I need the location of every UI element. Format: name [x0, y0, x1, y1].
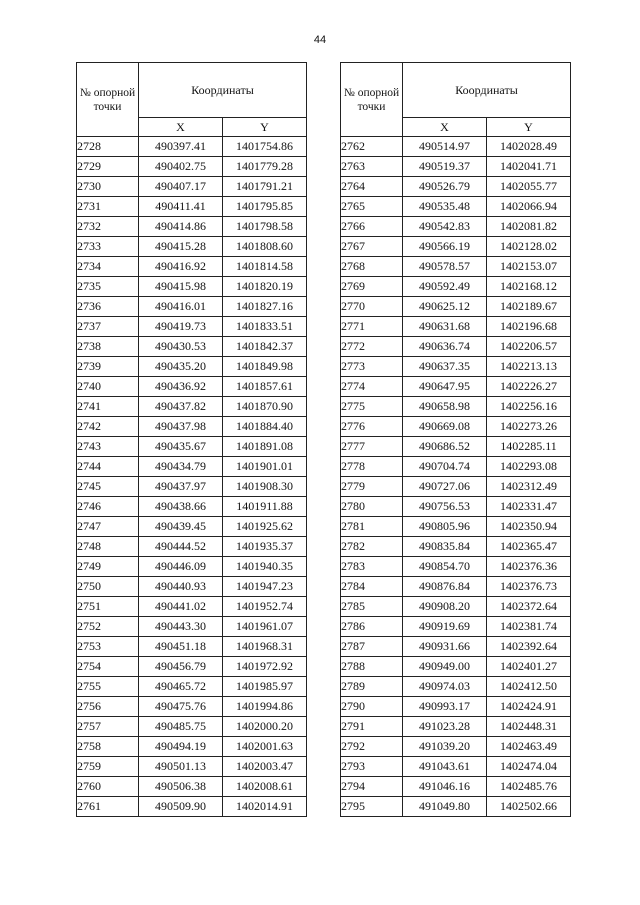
x-coordinate-cell: 490949.00 [403, 657, 487, 677]
table-row [341, 157, 571, 177]
coordinates-table-right [340, 62, 571, 817]
y-coordinate-cell: 1402041.71 [487, 157, 571, 177]
point-number-cell: 2740 [77, 377, 139, 397]
table-row [341, 237, 571, 257]
y-coordinate-cell: 1402189.67 [487, 297, 571, 317]
y-coordinate-cell: 1402463.49 [487, 737, 571, 757]
y-coordinate-cell: 1402372.64 [487, 597, 571, 617]
point-number-cell: 2749 [77, 557, 139, 577]
y-coordinate-cell: 1402001.63 [223, 737, 307, 757]
x-coordinate-cell: 490465.72 [139, 677, 223, 697]
y-coordinate-cell: 1401891.08 [223, 437, 307, 457]
table-row [77, 137, 307, 157]
table-row [77, 457, 307, 477]
table-row [341, 617, 571, 637]
x-coordinate-cell: 490566.19 [403, 237, 487, 257]
x-coordinate-cell: 490436.92 [139, 377, 223, 397]
x-coordinate-cell: 490727.06 [403, 477, 487, 497]
point-number-cell: 2738 [77, 337, 139, 357]
table-row [77, 597, 307, 617]
point-number-cell: 2789 [341, 677, 403, 697]
point-number-cell: 2778 [341, 457, 403, 477]
table-row [77, 217, 307, 237]
point-number-cell: 2786 [341, 617, 403, 637]
y-coordinate-cell: 1401798.58 [223, 217, 307, 237]
x-coordinate-cell: 490506.38 [139, 777, 223, 797]
point-number-cell: 2768 [341, 257, 403, 277]
x-coordinate-cell: 490440.93 [139, 577, 223, 597]
y-coordinate-cell: 1401940.35 [223, 557, 307, 577]
point-number-cell: 2754 [77, 657, 139, 677]
x-coordinate-cell: 490592.49 [403, 277, 487, 297]
page-number: 44 [313, 34, 327, 46]
point-number-header: № опорной точки [77, 63, 139, 137]
table-row [77, 157, 307, 177]
point-number-cell: 2792 [341, 737, 403, 757]
y-coordinate-cell: 1401820.19 [223, 277, 307, 297]
table-row [341, 337, 571, 357]
table-row [341, 377, 571, 397]
point-number-cell: 2766 [341, 217, 403, 237]
x-coordinate-cell: 490430.53 [139, 337, 223, 357]
point-number-cell: 2748 [77, 537, 139, 557]
x-coordinate-cell: 490578.57 [403, 257, 487, 277]
y-coordinate-cell: 1401814.58 [223, 257, 307, 277]
coordinates-table-left [76, 62, 307, 817]
table-row [341, 577, 571, 597]
table-row [77, 277, 307, 297]
x-coordinate-cell: 490501.13 [139, 757, 223, 777]
coordinates-header: Координаты [139, 63, 307, 118]
x-coordinate-cell: 490485.75 [139, 717, 223, 737]
x-coordinate-cell: 490686.52 [403, 437, 487, 457]
point-number-cell: 2782 [341, 537, 403, 557]
table-row [77, 557, 307, 577]
table-row [341, 477, 571, 497]
point-number-cell: 2795 [341, 797, 403, 817]
table-row [77, 477, 307, 497]
y-coordinate-cell: 1402285.11 [487, 437, 571, 457]
table-row [341, 597, 571, 617]
point-number-cell: 2758 [77, 737, 139, 757]
point-number-cell: 2757 [77, 717, 139, 737]
table-row [77, 437, 307, 457]
point-number-cell: 2788 [341, 657, 403, 677]
x-coordinate-cell: 490835.84 [403, 537, 487, 557]
point-number-cell: 2756 [77, 697, 139, 717]
table-row [341, 437, 571, 457]
x-coordinate-cell: 490636.74 [403, 337, 487, 357]
x-coordinate-cell: 490908.20 [403, 597, 487, 617]
y-coordinate-cell: 1401795.85 [223, 197, 307, 217]
x-coordinate-cell: 490535.48 [403, 197, 487, 217]
y-coordinate-cell: 1402350.94 [487, 517, 571, 537]
table-row [77, 397, 307, 417]
x-coordinate-cell: 490756.53 [403, 497, 487, 517]
y-coordinate-cell: 1402014.91 [223, 797, 307, 817]
point-number-cell: 2774 [341, 377, 403, 397]
y-coordinate-cell: 1401842.37 [223, 337, 307, 357]
table-row [341, 257, 571, 277]
point-number-cell: 2741 [77, 397, 139, 417]
table-row [77, 517, 307, 537]
x-coordinate-cell: 490435.67 [139, 437, 223, 457]
table-row [341, 637, 571, 657]
x-coordinate-cell: 490805.96 [403, 517, 487, 537]
x-coordinate-cell: 490443.30 [139, 617, 223, 637]
x-coordinate-cell: 490437.82 [139, 397, 223, 417]
x-coordinate-cell: 491039.20 [403, 737, 487, 757]
table-row [341, 197, 571, 217]
point-number-cell: 2783 [341, 557, 403, 577]
y-coordinate-cell: 1402003.47 [223, 757, 307, 777]
table-row [77, 337, 307, 357]
y-coordinate-cell: 1402392.64 [487, 637, 571, 657]
point-number-cell: 2777 [341, 437, 403, 457]
table-row [77, 257, 307, 277]
point-number-cell: 2794 [341, 777, 403, 797]
x-coordinate-cell: 490919.69 [403, 617, 487, 637]
table-body [77, 137, 307, 817]
point-number-cell: 2745 [77, 477, 139, 497]
y-coordinate-cell: 1402365.47 [487, 537, 571, 557]
point-number-cell: 2752 [77, 617, 139, 637]
table-row [77, 637, 307, 657]
y-coordinate-cell: 1402381.74 [487, 617, 571, 637]
y-coordinate-cell: 1401968.31 [223, 637, 307, 657]
y-coordinate-cell: 1402293.08 [487, 457, 571, 477]
point-number-cell: 2765 [341, 197, 403, 217]
y-coordinate-cell: 1402196.68 [487, 317, 571, 337]
table-row [341, 137, 571, 157]
y-coordinate-cell: 1402055.77 [487, 177, 571, 197]
x-coordinate-cell: 490415.28 [139, 237, 223, 257]
point-number-cell: 2739 [77, 357, 139, 377]
x-coordinate-cell: 490444.52 [139, 537, 223, 557]
table-row [341, 217, 571, 237]
x-coordinate-cell: 491043.61 [403, 757, 487, 777]
point-number-cell: 2746 [77, 497, 139, 517]
table-body [341, 137, 571, 817]
y-coordinate-cell: 1402312.49 [487, 477, 571, 497]
point-number-cell: 2769 [341, 277, 403, 297]
x-coordinate-cell: 490456.79 [139, 657, 223, 677]
table-row [341, 697, 571, 717]
table-row [77, 497, 307, 517]
y-coordinate-cell: 1402273.26 [487, 417, 571, 437]
table-row [77, 177, 307, 197]
point-number-cell: 2735 [77, 277, 139, 297]
point-number-cell: 2731 [77, 197, 139, 217]
x-coordinate-cell: 491023.28 [403, 717, 487, 737]
x-coordinate-cell: 490437.98 [139, 417, 223, 437]
point-number-cell: 2734 [77, 257, 139, 277]
point-number-cell: 2732 [77, 217, 139, 237]
table-row [341, 497, 571, 517]
table-row [77, 377, 307, 397]
table-row [341, 277, 571, 297]
point-number-cell: 2781 [341, 517, 403, 537]
x-coordinate-cell: 490414.86 [139, 217, 223, 237]
x-coordinate-cell: 490451.18 [139, 637, 223, 657]
point-number-cell: 2730 [77, 177, 139, 197]
point-number-cell: 2775 [341, 397, 403, 417]
x-coordinate-cell: 490415.98 [139, 277, 223, 297]
y-coordinate-cell: 1401808.60 [223, 237, 307, 257]
point-number-cell: 2751 [77, 597, 139, 617]
y-coordinate-cell: 1401925.62 [223, 517, 307, 537]
y-coordinate-cell: 1402081.82 [487, 217, 571, 237]
y-coordinate-cell: 1402226.27 [487, 377, 571, 397]
y-coordinate-cell: 1402000.20 [223, 717, 307, 737]
table-row [341, 177, 571, 197]
point-number-cell: 2776 [341, 417, 403, 437]
x-coordinate-cell: 491049.80 [403, 797, 487, 817]
table-row [77, 577, 307, 597]
table-row [341, 717, 571, 737]
point-number-cell: 2747 [77, 517, 139, 537]
x-coordinate-cell: 490475.76 [139, 697, 223, 717]
y-coordinate-cell: 1401901.01 [223, 457, 307, 477]
point-number-cell: 2773 [341, 357, 403, 377]
point-number-cell: 2743 [77, 437, 139, 457]
point-number-cell: 2744 [77, 457, 139, 477]
table-row [341, 677, 571, 697]
x-coordinate-cell: 490402.75 [139, 157, 223, 177]
y-coordinate-cell: 1402168.12 [487, 277, 571, 297]
x-coordinate-cell: 490446.09 [139, 557, 223, 577]
point-number-cell: 2793 [341, 757, 403, 777]
point-number-cell: 2771 [341, 317, 403, 337]
x-coordinate-cell: 490637.35 [403, 357, 487, 377]
y-coordinate-cell: 1401754.86 [223, 137, 307, 157]
y-coordinate-cell: 1401833.51 [223, 317, 307, 337]
x-coordinate-cell: 490437.97 [139, 477, 223, 497]
x-coordinate-cell: 490876.84 [403, 577, 487, 597]
y-coordinate-cell: 1401791.21 [223, 177, 307, 197]
y-coordinate-cell: 1402412.50 [487, 677, 571, 697]
point-number-cell: 2763 [341, 157, 403, 177]
y-coordinate-cell: 1402213.13 [487, 357, 571, 377]
table-row [77, 297, 307, 317]
y-coordinate-cell: 1402206.57 [487, 337, 571, 357]
x-coordinate-cell: 490509.90 [139, 797, 223, 817]
point-number-cell: 2753 [77, 637, 139, 657]
table-row [77, 617, 307, 637]
point-number-cell: 2762 [341, 137, 403, 157]
x-coordinate-cell: 490439.45 [139, 517, 223, 537]
x-coordinate-cell: 490647.95 [403, 377, 487, 397]
point-number-cell: 2780 [341, 497, 403, 517]
y-coordinate-cell: 1402448.31 [487, 717, 571, 737]
x-coordinate-cell: 490625.12 [403, 297, 487, 317]
y-coordinate-cell: 1402256.16 [487, 397, 571, 417]
y-coordinate-cell: 1401961.07 [223, 617, 307, 637]
point-number-cell: 2755 [77, 677, 139, 697]
point-number-cell: 2790 [341, 697, 403, 717]
x-coordinate-cell: 491046.16 [403, 777, 487, 797]
x-coordinate-cell: 490441.02 [139, 597, 223, 617]
table-row [341, 517, 571, 537]
table-row [341, 417, 571, 437]
y-coordinate-cell: 1401935.37 [223, 537, 307, 557]
point-number-cell: 2784 [341, 577, 403, 597]
table-row [77, 737, 307, 757]
y-coordinate-cell: 1401952.74 [223, 597, 307, 617]
table-row [341, 357, 571, 377]
table-row [77, 797, 307, 817]
x-coordinate-cell: 490526.79 [403, 177, 487, 197]
x-header: X [139, 118, 223, 137]
point-number-header: № опорной точки [341, 63, 403, 137]
point-number-cell: 2767 [341, 237, 403, 257]
x-coordinate-cell: 490419.73 [139, 317, 223, 337]
point-number-cell: 2728 [77, 137, 139, 157]
table-row [341, 557, 571, 577]
point-number-cell: 2733 [77, 237, 139, 257]
x-coordinate-cell: 490397.41 [139, 137, 223, 157]
x-coordinate-cell: 490658.98 [403, 397, 487, 417]
table-row [341, 317, 571, 337]
point-number-cell: 2787 [341, 637, 403, 657]
table-row [341, 537, 571, 557]
table-row [77, 717, 307, 737]
point-number-cell: 2736 [77, 297, 139, 317]
x-coordinate-cell: 490407.17 [139, 177, 223, 197]
y-coordinate-cell: 1401849.98 [223, 357, 307, 377]
y-coordinate-cell: 1402128.02 [487, 237, 571, 257]
table-row [341, 737, 571, 757]
x-coordinate-cell: 490438.66 [139, 497, 223, 517]
table-row [341, 757, 571, 777]
y-header: Y [223, 118, 307, 137]
x-coordinate-cell: 490931.66 [403, 637, 487, 657]
x-coordinate-cell: 490514.97 [403, 137, 487, 157]
point-number-cell: 2785 [341, 597, 403, 617]
y-header: Y [487, 118, 571, 137]
table-row [77, 197, 307, 217]
table-row [341, 657, 571, 677]
table-row [77, 677, 307, 697]
y-coordinate-cell: 1402153.07 [487, 257, 571, 277]
table-row [341, 457, 571, 477]
point-number-cell: 2764 [341, 177, 403, 197]
point-number-cell: 2759 [77, 757, 139, 777]
x-coordinate-cell: 490494.19 [139, 737, 223, 757]
point-number-cell: 2770 [341, 297, 403, 317]
y-coordinate-cell: 1402424.91 [487, 697, 571, 717]
table-row [77, 777, 307, 797]
coordinates-header: Координаты [403, 63, 571, 118]
y-coordinate-cell: 1402485.76 [487, 777, 571, 797]
table-row [77, 357, 307, 377]
y-coordinate-cell: 1402028.49 [487, 137, 571, 157]
y-coordinate-cell: 1401870.90 [223, 397, 307, 417]
y-coordinate-cell: 1401908.30 [223, 477, 307, 497]
x-coordinate-cell: 490416.92 [139, 257, 223, 277]
y-coordinate-cell: 1402331.47 [487, 497, 571, 517]
point-number-cell: 2772 [341, 337, 403, 357]
point-number-cell: 2791 [341, 717, 403, 737]
table-row [77, 317, 307, 337]
x-coordinate-cell: 490993.17 [403, 697, 487, 717]
y-coordinate-cell: 1402376.36 [487, 557, 571, 577]
y-coordinate-cell: 1401994.86 [223, 697, 307, 717]
table-row [77, 237, 307, 257]
table-row [77, 657, 307, 677]
table-row [77, 417, 307, 437]
table-row [341, 777, 571, 797]
x-coordinate-cell: 490416.01 [139, 297, 223, 317]
y-coordinate-cell: 1402401.27 [487, 657, 571, 677]
x-coordinate-cell: 490411.41 [139, 197, 223, 217]
y-coordinate-cell: 1401779.28 [223, 157, 307, 177]
table-row [341, 797, 571, 817]
point-number-cell: 2760 [77, 777, 139, 797]
x-coordinate-cell: 490631.68 [403, 317, 487, 337]
x-coordinate-cell: 490434.79 [139, 457, 223, 477]
point-number-cell: 2779 [341, 477, 403, 497]
x-coordinate-cell: 490519.37 [403, 157, 487, 177]
x-coordinate-cell: 490435.20 [139, 357, 223, 377]
point-number-cell: 2761 [77, 797, 139, 817]
x-coordinate-cell: 490669.08 [403, 417, 487, 437]
table-row [77, 757, 307, 777]
x-coordinate-cell: 490704.74 [403, 457, 487, 477]
table-row [77, 697, 307, 717]
point-number-cell: 2742 [77, 417, 139, 437]
table-row [341, 397, 571, 417]
y-coordinate-cell: 1401911.88 [223, 497, 307, 517]
x-coordinate-cell: 490854.70 [403, 557, 487, 577]
y-coordinate-cell: 1402008.61 [223, 777, 307, 797]
point-number-cell: 2737 [77, 317, 139, 337]
point-number-cell: 2729 [77, 157, 139, 177]
y-coordinate-cell: 1401972.92 [223, 657, 307, 677]
x-header: X [403, 118, 487, 137]
y-coordinate-cell: 1402376.73 [487, 577, 571, 597]
y-coordinate-cell: 1401857.61 [223, 377, 307, 397]
y-coordinate-cell: 1402474.04 [487, 757, 571, 777]
y-coordinate-cell: 1402066.94 [487, 197, 571, 217]
y-coordinate-cell: 1401947.23 [223, 577, 307, 597]
y-coordinate-cell: 1401884.40 [223, 417, 307, 437]
y-coordinate-cell: 1402502.66 [487, 797, 571, 817]
table-row [77, 537, 307, 557]
point-number-cell: 2750 [77, 577, 139, 597]
y-coordinate-cell: 1401827.16 [223, 297, 307, 317]
table-row [341, 297, 571, 317]
x-coordinate-cell: 490974.03 [403, 677, 487, 697]
x-coordinate-cell: 490542.83 [403, 217, 487, 237]
y-coordinate-cell: 1401985.97 [223, 677, 307, 697]
